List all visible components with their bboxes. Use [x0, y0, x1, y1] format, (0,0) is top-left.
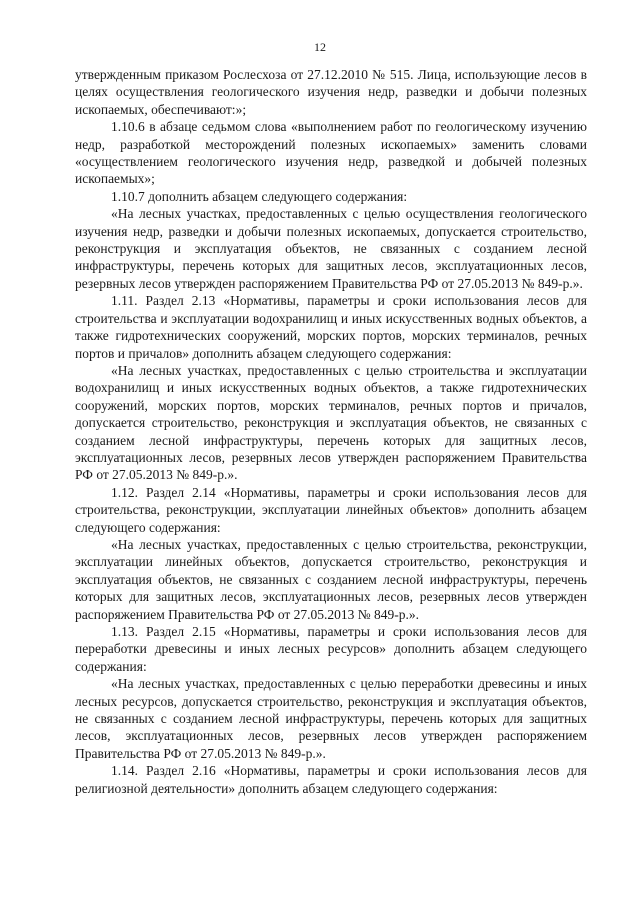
paragraph-1-10-7: 1.10.7 дополнить абзацем следующего содержания:: [111, 188, 408, 204]
paragraph-1-12: 1.12. Раздел 2.14 «Нормативы, параметры и сроки использования лесов для строительства, реконструкции, эксплуатации линейных объектов» дополнить абзацем следующего содержания:: [75, 484, 587, 535]
paragraph-quote-water: «На лесных участках, предоставленных с целью строительства и эксплуатации водохранилищ и иных искусственных водных объектов, а также гидротехнических сооружений, морских портов, морских терминалов, речных портов и причалов, допускается строительство, реконструкция и эксплуатация объектов, не связанных с созданием лесной инфраструктуры, перечень которых для защитных лесов, эксплуатационных лесов, резервных лесов утвержден распоряжением Правительства РФ от 27.05.2013 № 849-р.».: [75, 362, 587, 483]
paragraph-quote-geology: «На лесных участках, предоставленных с целью осуществления геологического изучения недр, разведки и добычи полезных ископаемых, допускается строительство, реконструкция и эксплуатация объектов, не связанных с созданием лесной инфраструктуры, перечень которых для защитных лесов, эксплуатационных лесов, резервных лесов утвержден распоряжением Правительства РФ от 27.05.2013 № 849-р.».: [75, 206, 587, 291]
paragraph-quote-linear: «На лесных участках, предоставленных с целью строительства, реконструкции, эксплуатации линейных объектов, допускается строительство, реконструкция и эксплуатация объектов, не связанных с созданием лесной инфраструктуры, перечень которых для защитных лесов, эксплуатационных лесов, резервных лесов утвержден распоряжением Правительства РФ от 27.05.2013 № 849-р.».: [75, 536, 587, 622]
paragraph-1-10-6: 1.10.6 в абзаце седьмом слова «выполнением работ по геологическому изучению недр, разработкой месторождений полезных ископаемых» заменить словами «осуществлением геологического изучения недр, разведкой и добычей полезных ископаемых»;: [75, 119, 587, 187]
document-body: [75, 66, 587, 797]
paragraph-quote-wood: «На лесных участках, предоставленных с целью переработки древесины и иных лесных ресурсов, допускается строительство, реконструкция и эксплуатация объектов, не связанных с созданием лесной инфраструктуры, перечень которых для защитных лесов, эксплуатационных лесов, резервных лесов утвержден распоряжением Правительства РФ от 27.05.2013 № 849-р.».: [75, 676, 587, 761]
paragraph-1-14: 1.14. Раздел 2.16 «Нормативы, параметры и сроки использования лесов для религиозной деятельности» дополнить абзацем следующего содержания:: [75, 763, 587, 796]
page-number: 12: [314, 40, 326, 54]
paragraph-continuation: утвержденным приказом Рослесхоза от 27.12.2010 № 515. Лица, использующие лесов в целях осуществления геологического изучения недр, разведки и добычи полезных ископаемых, обеспечивают:»;: [75, 67, 587, 117]
paragraph-1-11: 1.11. Раздел 2.13 «Нормативы, параметры и сроки использования лесов для строительства и эксплуатации водохранилищ и иных искусственных водных объектов, а также гидротехнических сооружений, морских портов, морских терминалов, речных портов и причалов» дополнить абзацем следующего содержания:: [75, 293, 587, 361]
paragraph-1-13: 1.13. Раздел 2.15 «Нормативы, параметры и сроки использования лесов для переработки древесины и иных лесных ресурсов» дополнить абзацем следующего содержания:: [75, 624, 587, 674]
